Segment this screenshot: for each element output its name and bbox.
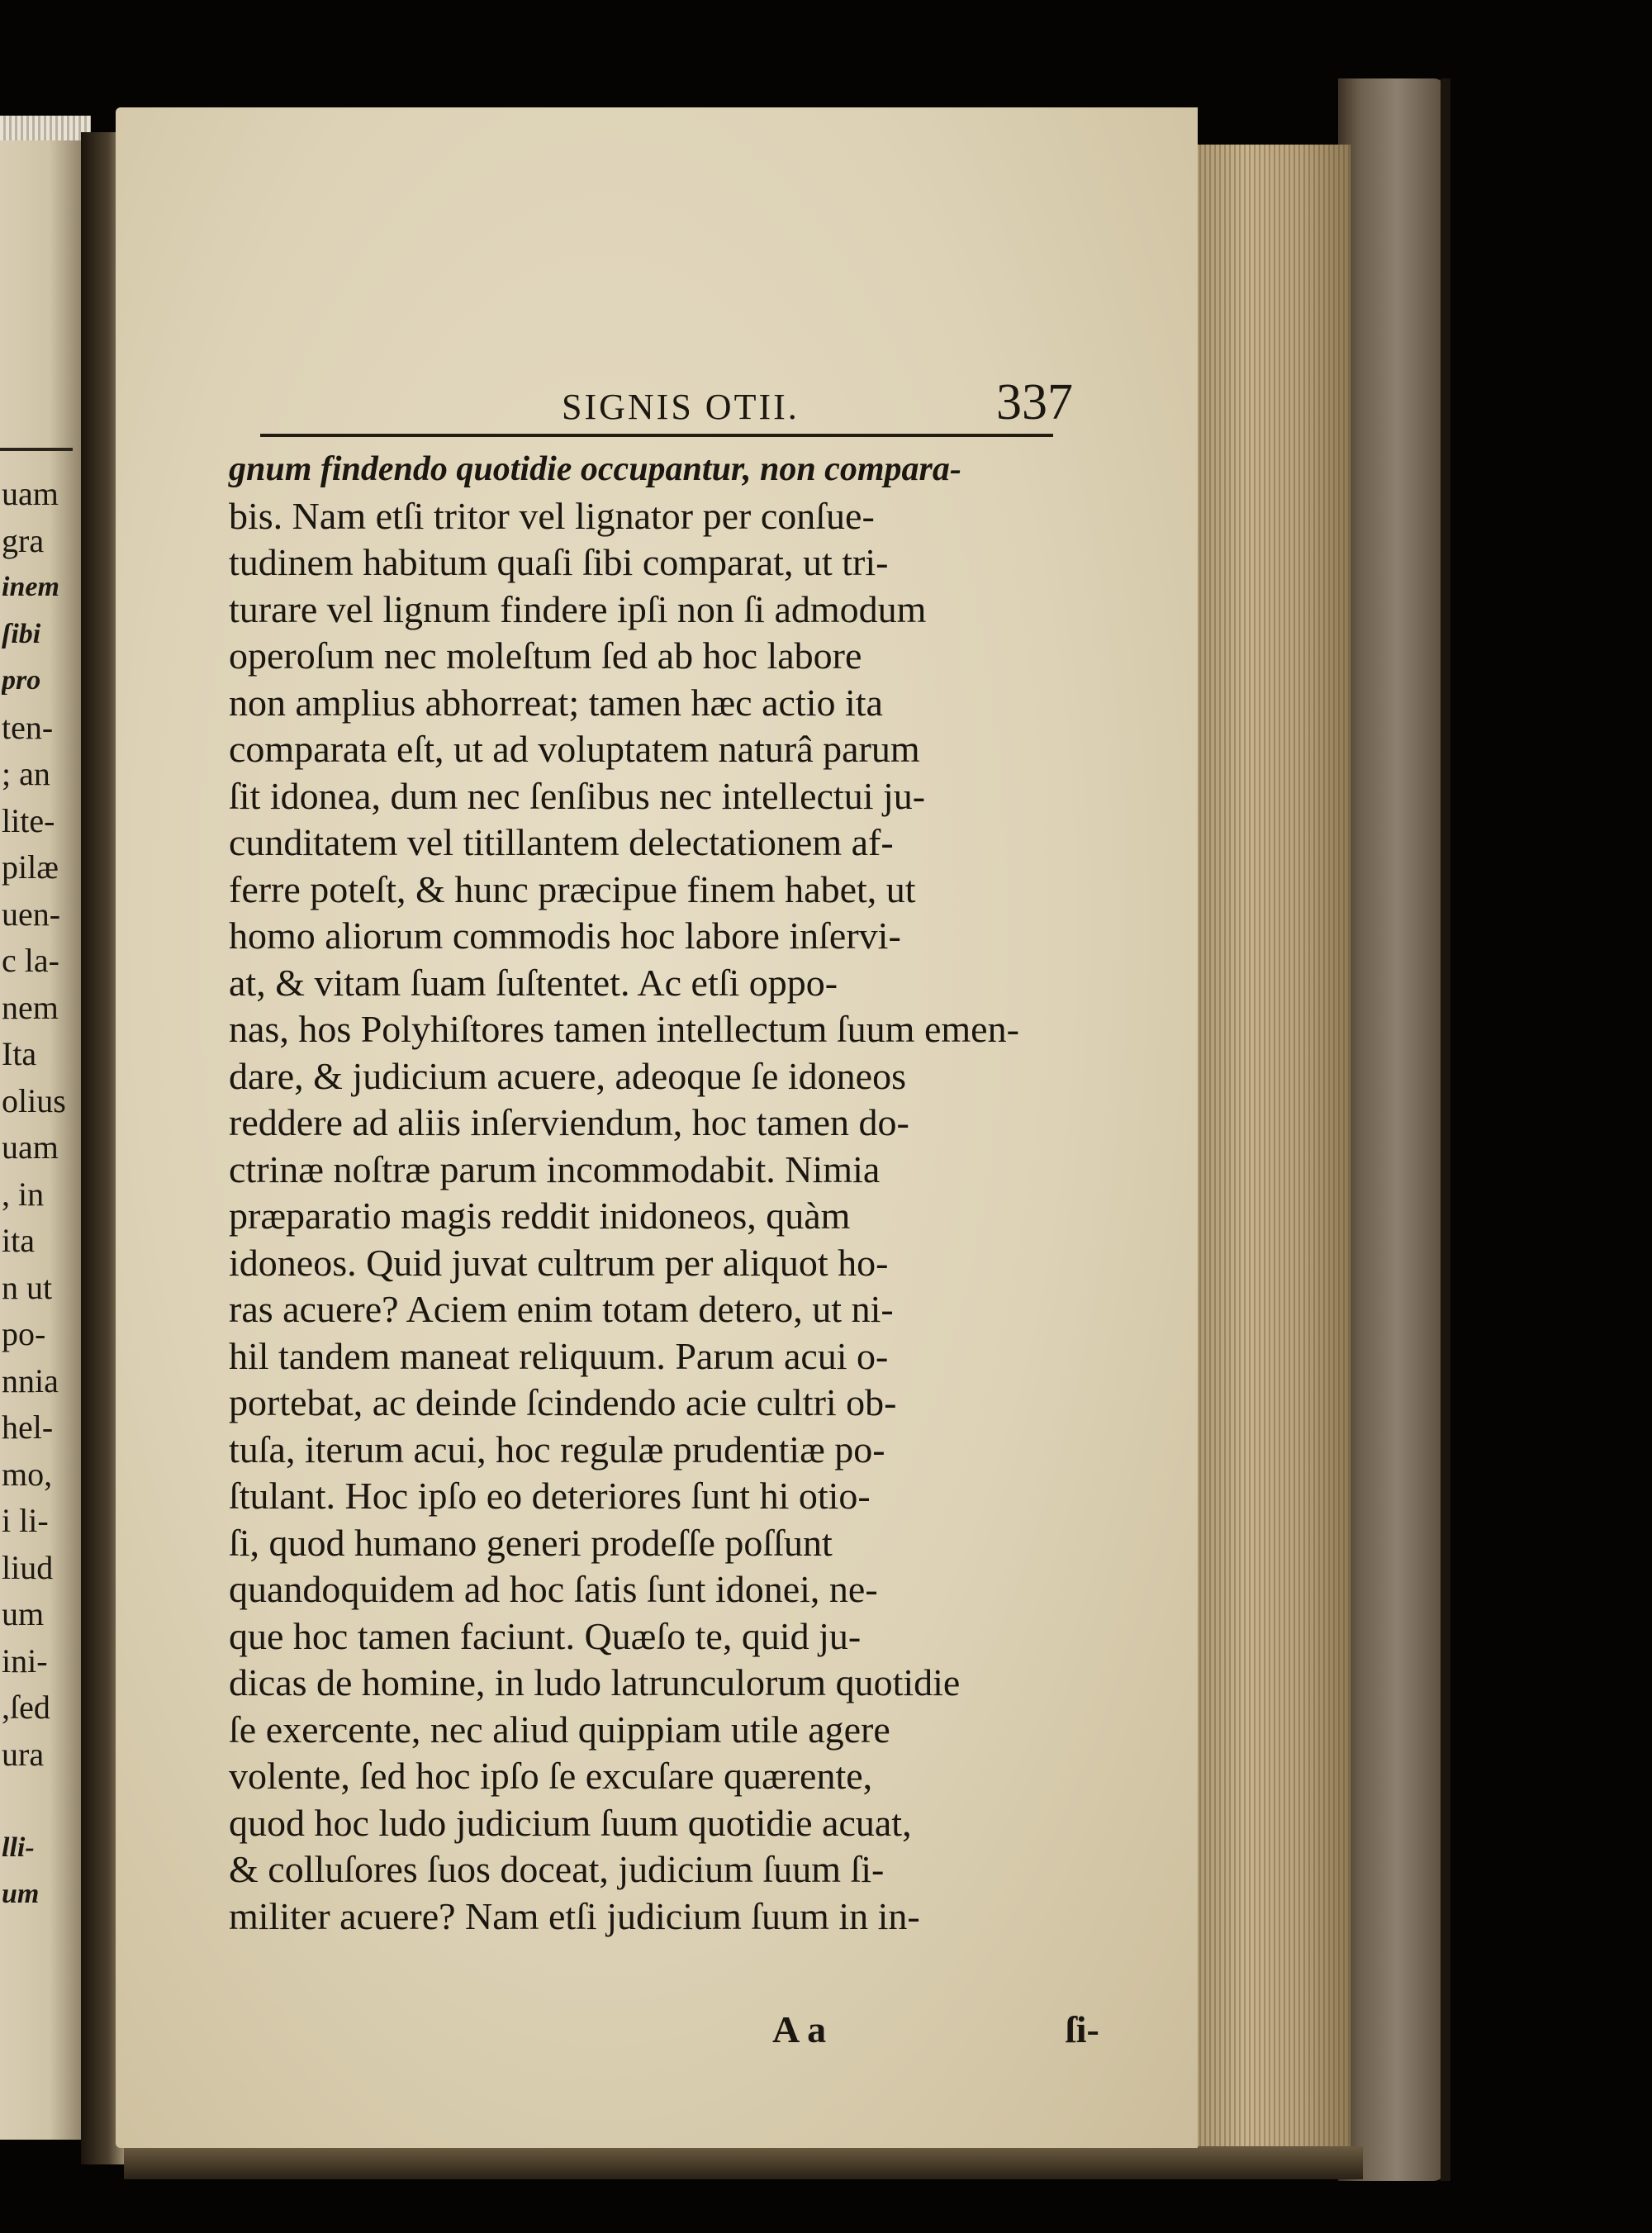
previous-page-rule bbox=[0, 448, 73, 451]
previous-page-line: po- bbox=[2, 1315, 46, 1352]
cover-edge bbox=[1441, 78, 1450, 2181]
previous-page-line: nnia bbox=[2, 1361, 59, 1399]
text-line: tudinem habitum quaſi ſibi comparat, ut tri- bbox=[229, 541, 889, 583]
running-head: SIGNIS OTII. bbox=[562, 387, 800, 427]
text-line: quandoquidem ad hoc ſatis ſunt idonei, ne- bbox=[229, 1568, 878, 1610]
previous-page-line: pilæ bbox=[2, 848, 59, 886]
previous-page-line: uam bbox=[2, 475, 59, 512]
text-line: ras acuere? Aciem enim totam detero, ut ni- bbox=[229, 1288, 894, 1330]
catchword: ſi- bbox=[1066, 2008, 1099, 2050]
text-line: tuſa, iterum acui, hoc regulæ prudentiæ po- bbox=[229, 1428, 885, 1470]
previous-page-line: lite- bbox=[2, 801, 55, 839]
bottom-edge bbox=[124, 2146, 1363, 2179]
previous-page-line: gra bbox=[2, 521, 45, 559]
previous-page-line: ita bbox=[2, 1222, 35, 1259]
text-line: turare vel lignum findere ipſi non ſi admodum bbox=[229, 587, 927, 630]
text-line: hil tandem maneat reliquum. Parum acui o- bbox=[229, 1334, 889, 1377]
text-line: ctrinæ noſtræ parum incommodabit. Nimia bbox=[229, 1147, 881, 1190]
book-cover bbox=[1338, 78, 1446, 2181]
text-line: cunditatem vel titillantem delectationem af- bbox=[229, 821, 894, 863]
text-line: ſi, quod humano generi prodeſſe poſſunt bbox=[229, 1521, 833, 1564]
text-line: & colluſores ſuos doceat, judicium ſuum ſi- bbox=[229, 1848, 885, 1890]
previous-page-line: , in bbox=[2, 1175, 45, 1213]
signature-mark: A a bbox=[772, 2008, 827, 2050]
page bbox=[116, 107, 1198, 2148]
text-line: idoneos. Quid juvat cultrum per aliquot ho- bbox=[229, 1241, 889, 1284]
text-line: ſit idonea, dum nec ſenſibus nec intellectui ju- bbox=[229, 774, 926, 817]
previous-page-line: uen- bbox=[2, 895, 61, 933]
text-line: bis. Nam etſi tritor vel lignator per conſue- bbox=[229, 494, 875, 537]
page-number: 337 bbox=[996, 374, 1073, 430]
previous-page-line: n ut bbox=[2, 1268, 53, 1306]
previous-page-line: ura bbox=[2, 1735, 45, 1773]
previous-page-line: c la- bbox=[2, 942, 59, 979]
previous-page-line: ,ſed bbox=[2, 1689, 50, 1726]
previous-page-line: ten- bbox=[2, 708, 54, 746]
page-block-edge bbox=[1189, 145, 1351, 2160]
text-line: at, & vitam ſuam ſuſtentet. Ac etſi oppo- bbox=[229, 961, 838, 1004]
previous-page-line: lli- bbox=[2, 1832, 35, 1863]
text-line: non amplius abhorreat; tamen hæc actio ita bbox=[229, 681, 883, 724]
text-line: ferre poteſt, & hunc præcipue finem habet, ut bbox=[229, 867, 916, 910]
text-line: portebat, ac deinde ſcindendo acie cultri ob- bbox=[229, 1381, 897, 1423]
previous-page-line: um bbox=[2, 1595, 45, 1632]
previous-page-line: uam bbox=[2, 1128, 59, 1166]
text-line: ſtulant. Hoc ipſo eo deteriores ſunt hi otio- bbox=[229, 1475, 871, 1517]
previous-page-line: mo, bbox=[2, 1455, 53, 1493]
previous-page-line: Ita bbox=[2, 1035, 37, 1072]
previous-page-line: um bbox=[2, 1879, 40, 1909]
previous-page-line: olius bbox=[2, 1081, 66, 1119]
text-line: præparatio magis reddit inidoneos, quàm bbox=[229, 1195, 851, 1237]
previous-page-text bbox=[2, 471, 83, 1918]
previous-page-line: hel- bbox=[2, 1409, 54, 1446]
text-line: que hoc tamen faciunt. Quæſo te, quid ju- bbox=[229, 1614, 862, 1657]
text-line: gnum findendo quotidie occupantur, non compara- bbox=[229, 450, 961, 488]
text-line: comparata eſt, ut ad voluptatem naturâ parum bbox=[229, 728, 920, 770]
previous-page-line: nem bbox=[2, 988, 59, 1026]
previous-page-line: ini- bbox=[2, 1641, 48, 1680]
text-line: homo aliorum commodis hoc labore inſervi- bbox=[229, 915, 901, 957]
previous-page-line: liud bbox=[2, 1548, 54, 1586]
previous-page-line: pro bbox=[2, 665, 41, 696]
text-line: ſe exercente, nec aliud quippiam utile agere bbox=[229, 1708, 890, 1751]
text-line: militer acuere? Nam etſi judicium ſuum in in- bbox=[229, 1894, 920, 1937]
text-line: reddere ad aliis inſerviendum, hoc tamen do- bbox=[229, 1101, 909, 1143]
body-text bbox=[229, 446, 1121, 1940]
previous-page-line: ſibi bbox=[2, 618, 41, 649]
previous-page-line bbox=[2, 1778, 83, 1825]
text-line: operoſum nec moleſtum ſed ab hoc labore bbox=[229, 634, 862, 677]
text-line: nas, hos Polyhiſtores tamen intellectum ſuum emen- bbox=[229, 1008, 1019, 1050]
previous-page-line: inem bbox=[2, 572, 59, 602]
previous-page-line: i li- bbox=[2, 1502, 49, 1539]
text-line: quod hoc ludo judicium ſuum quotidie acuat, bbox=[229, 1801, 912, 1844]
text-line: dicas de homine, in ludo latrunculorum quotidie bbox=[229, 1661, 961, 1703]
text-line: volente, ſed hoc ipſo ſe excuſare quærente, bbox=[229, 1755, 873, 1797]
text-line: dare, & judicium acuere, adeoque ſe idoneos bbox=[229, 1054, 907, 1097]
header-rule bbox=[260, 434, 1053, 437]
previous-page-line: ; an bbox=[2, 755, 50, 792]
previous-page bbox=[0, 140, 86, 2140]
